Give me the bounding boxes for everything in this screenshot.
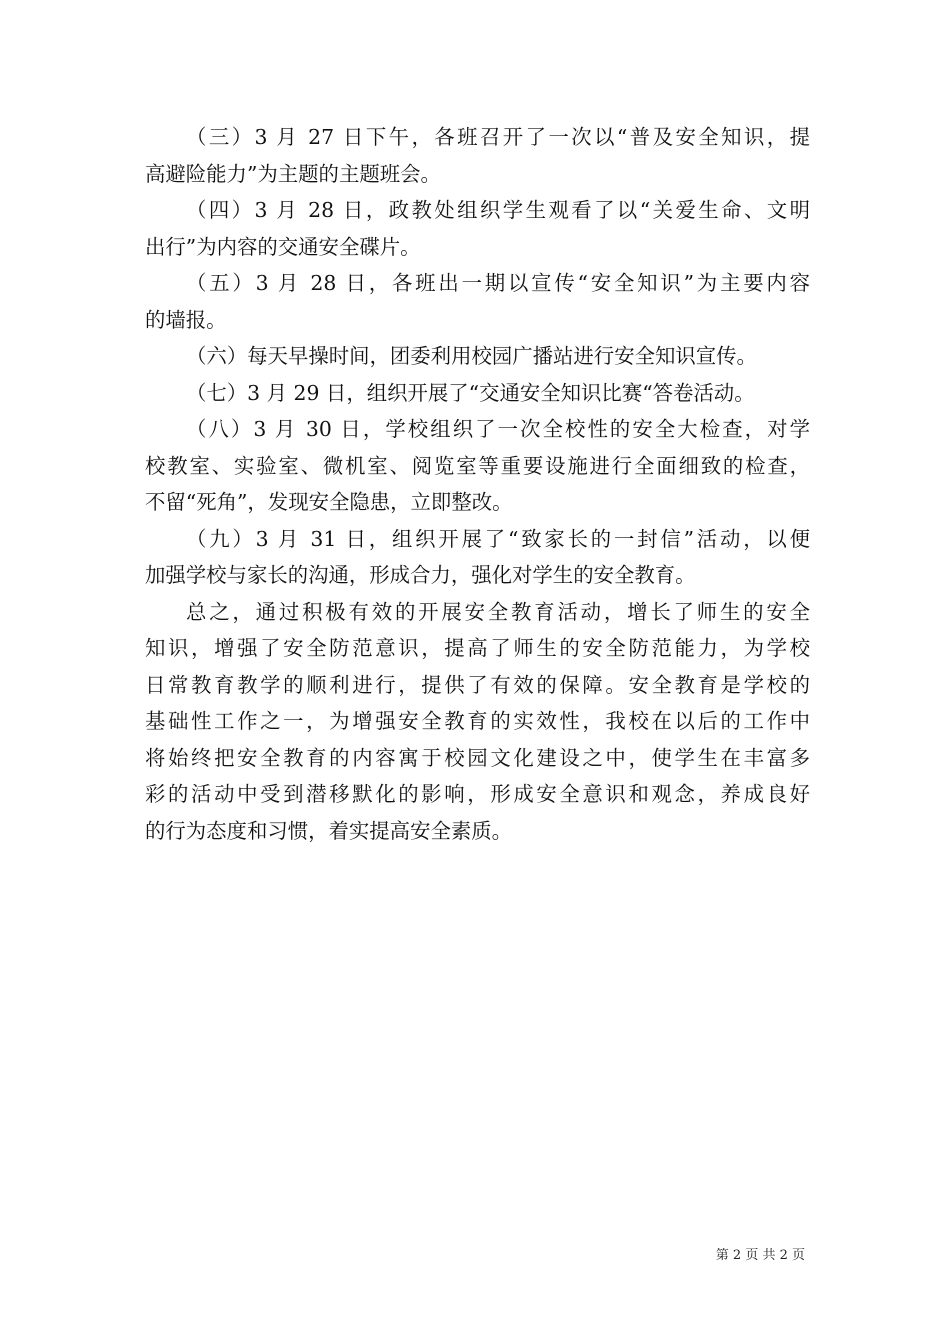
text-line: 日常教育教学的顺利进行，提供了有效的保障。安全教育是学校的 (145, 672, 810, 697)
text-line: 彩的活动中受到潜移默化的影响，形成安全意识和观念，养成良好 (145, 782, 810, 806)
text-line: 出行”为内容的交通安全碟片。 (145, 234, 421, 259)
text-line: （九）3 月 31 日，组织开展了“致家长的一封信”活动，以便 (186, 526, 810, 551)
text-line: （四）3 月 28 日，政教处组织学生观看了以“关爱生命、文明 (186, 198, 810, 222)
text-line: 基础性工作之一，为增强安全教育的实效性，我校在以后的工作中 (145, 709, 810, 733)
body-text (145, 119, 810, 849)
paragraph (145, 375, 810, 412)
text-line: 将始终把安全教育的内容寓于校园文化建设之中，使学生在丰富多 (145, 745, 810, 770)
paragraph (145, 338, 810, 375)
paragraph (145, 265, 810, 338)
text-line: 的行为态度和习惯，着实提高安全素质。 (145, 818, 513, 843)
text-line: 总之，通过积极有效的开展安全教育活动，增长了师生的安全 (186, 599, 810, 624)
text-line: （五）3 月 28 日，各班出一期以宣传“安全知识”为主要内容 (186, 271, 810, 295)
text-line: （七）3 月 29 日，组织开展了“交通安全知识比赛“答卷活动。 (186, 380, 755, 405)
text-line: 校教室、实验室、微机室、阅览室等重要设施进行全面细致的检查， (145, 453, 810, 478)
text-line: （八）3 月 30 日，学校组织了一次全校性的安全大检查，对学 (186, 417, 810, 441)
paragraph (145, 411, 810, 521)
paragraph (145, 594, 810, 850)
text-line: （六）每天早操时间，团委利用校园广播站进行安全知识宣传。 (186, 344, 757, 368)
page-number-footer: 第 2 页 共 2 页 (715, 1248, 805, 1263)
text-line: 不留“死角”，发现安全隐患，立即整改。 (145, 490, 513, 514)
text-line: 高避险能力”为主题的主题班会。 (145, 161, 441, 186)
paragraph (145, 192, 810, 265)
paragraph (145, 119, 810, 192)
paragraph (145, 521, 810, 594)
text-line: 知识，增强了安全防范意识，提高了师生的安全防范能力，为学校 (145, 636, 810, 660)
text-line: 加强学校与家长的沟通，形成合力，强化对学生的安全教育。 (145, 563, 696, 587)
text-line: 的墙报。 (145, 307, 227, 332)
text-line: （三）3 月 27 日下午，各班召开了一次以“普及安全知识，提 (186, 125, 810, 149)
